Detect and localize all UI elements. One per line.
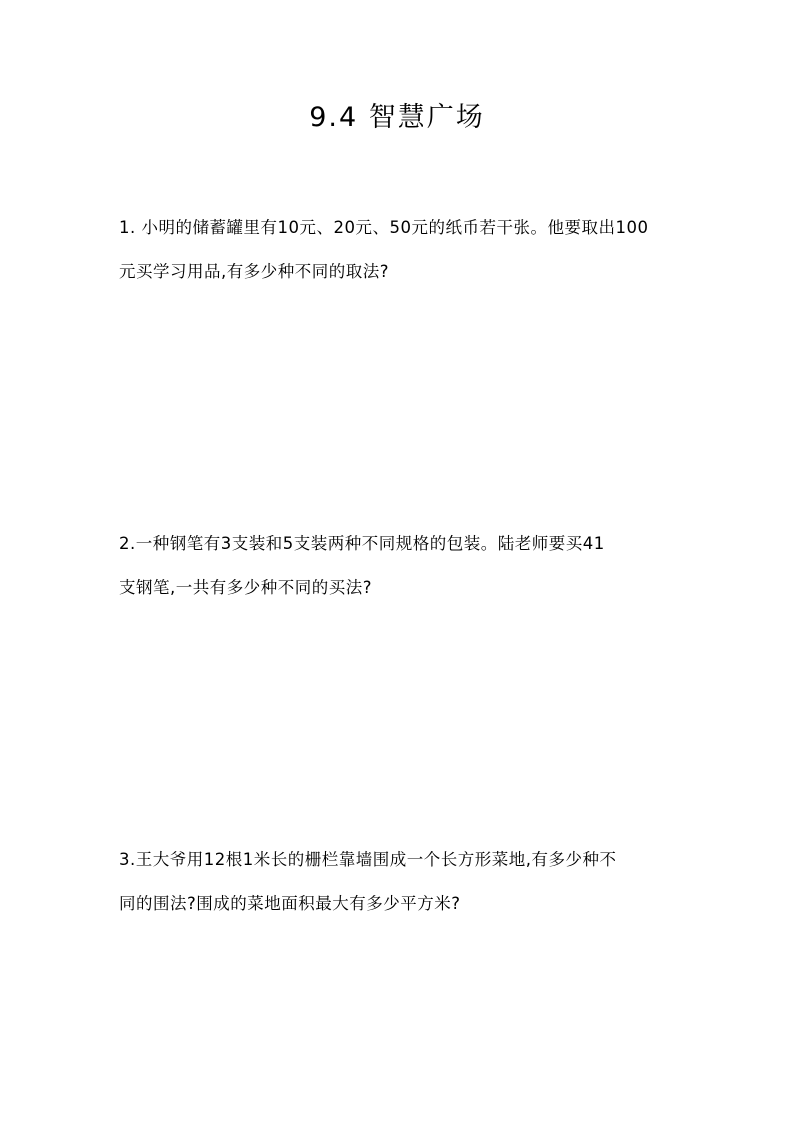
question-1-line-2: 元买学习用品,有多少种不同的取法? (119, 262, 390, 281)
question-3-line-2: 同的围法?围成的菜地面积最大有多少平方米? (119, 894, 461, 913)
page-title: 9.4 智慧广场 (309, 102, 485, 133)
question-3 (119, 838, 689, 926)
question-2 (119, 522, 689, 610)
question-2-line-2: 支钢笔,一共有多少种不同的买法? (119, 578, 373, 597)
question-1 (119, 206, 689, 294)
question-3-line-1: 3.王大爷用12根1米长的栅栏靠墙围成一个长方形菜地,有多少种不 (119, 850, 617, 869)
question-1-line-1: 1. 小明的储蓄罐里有10元、20元、50元的纸币若干张。他要取出100 (119, 218, 649, 237)
question-2-line-1: 2.一种钢笔有3支装和5支装两种不同规格的包装。陆老师要买41 (119, 534, 605, 553)
